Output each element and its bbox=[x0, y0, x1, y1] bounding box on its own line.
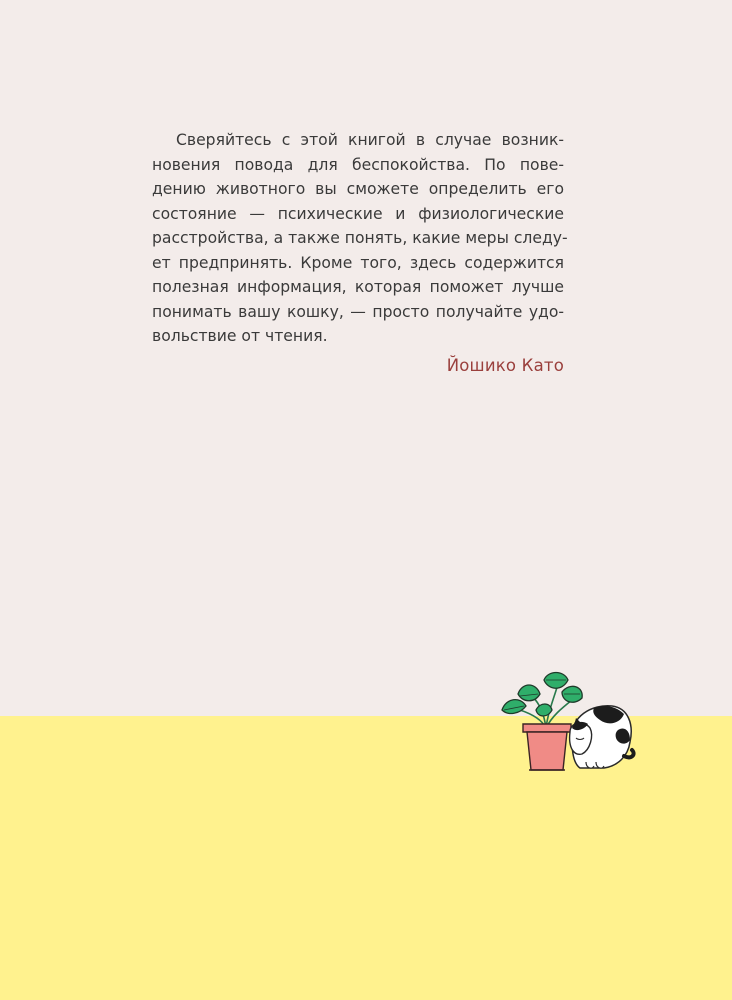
paragraph-line-9: вольствие от чтения. bbox=[152, 327, 328, 345]
cat-icon bbox=[570, 706, 634, 768]
paragraph-line-8: понимать вашу кошку, — просто получайте удо- bbox=[152, 302, 564, 321]
body-paragraph bbox=[152, 128, 568, 349]
paragraph-line-4: состояние — психические и физиологические bbox=[152, 204, 564, 223]
paragraph-line-1: Сверяйтесь с этой книгой в случае возник- bbox=[176, 131, 564, 149]
paragraph-line-5: расстройства, а также понять, какие меры следу- bbox=[152, 229, 568, 247]
cat-and-plant-illustration bbox=[496, 670, 640, 776]
paragraph-line-3: дению животного вы сможете определить его bbox=[152, 180, 564, 198]
paragraph-line-2: новения повода для беспокойства. По пове- bbox=[152, 155, 564, 174]
potted-plant-icon bbox=[502, 673, 582, 771]
paragraph-line-7: полезная информация, которая поможет лучше bbox=[152, 278, 564, 296]
paragraph-line-6: ет предпринять. Кроме того, здесь содержится bbox=[152, 253, 564, 272]
author-signature: Йошико Като bbox=[446, 356, 564, 375]
